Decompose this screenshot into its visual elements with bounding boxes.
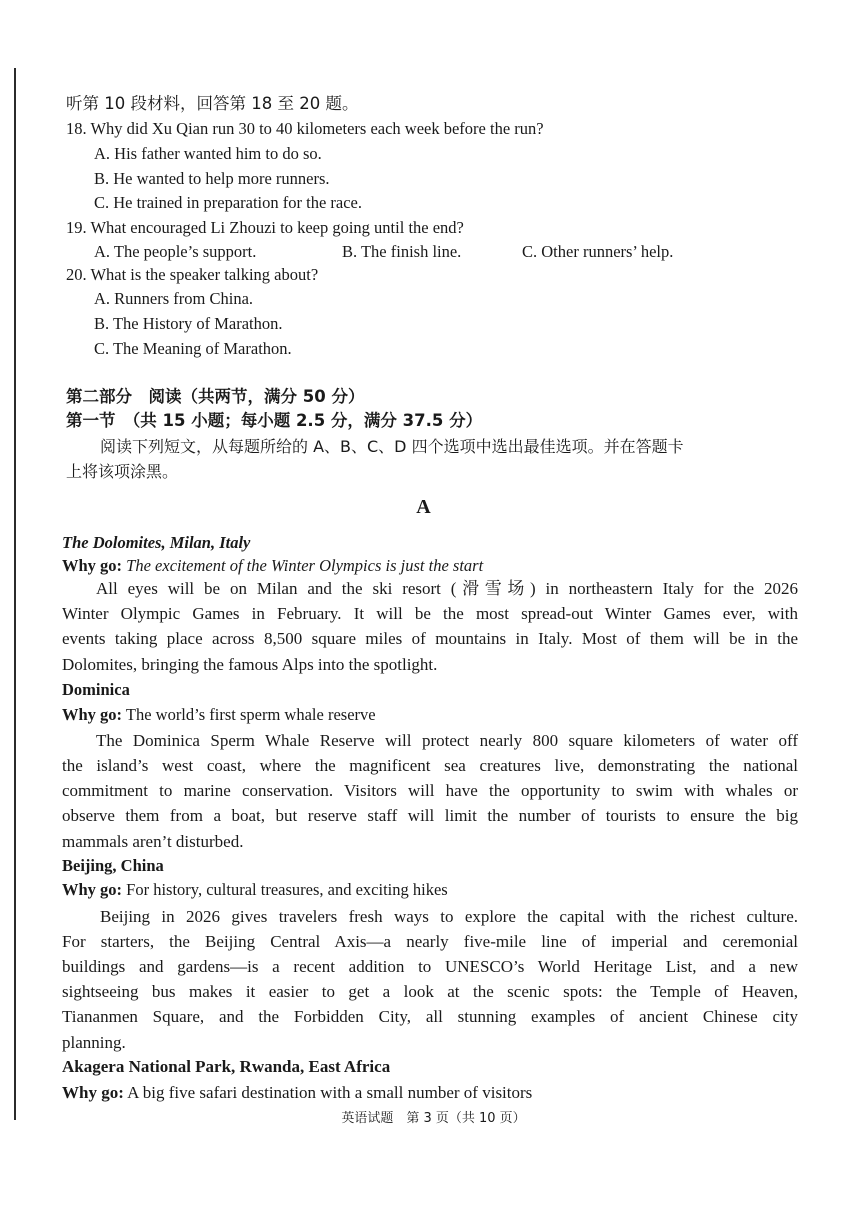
reading-section-title: 第一节 （共 15 小题；每小题 2.5 分，满分 37.5 分） <box>66 411 483 430</box>
question-20-option-c: C. The Meaning of Marathon. <box>94 339 292 358</box>
question-19-stem: 19. What encouraged Li Zhouzi to keep going until the end? <box>66 218 464 237</box>
why-go-label: Why go: <box>62 880 123 899</box>
dominica-line-2: the island’s west coast, where the magnificent sea creatures live, demonstrating the national <box>62 756 798 775</box>
why-go-text: The excitement of the Winter Olympics is just the start <box>122 556 484 575</box>
dolomites-line-4: Dolomites, bringing the famous Alps into the spotlight. <box>62 655 438 674</box>
dominica-why <box>62 704 376 726</box>
why-go-label: Why go: <box>62 556 123 575</box>
dolomites-line-3: events taking place across 8,500 square miles of mountains in Italy. Most of them will be in the <box>62 629 798 648</box>
question-19-option-a: A. The people’s support. <box>94 242 257 261</box>
dolomites-why <box>62 555 483 577</box>
dominica-title: Dominica <box>62 680 130 699</box>
beijing-title: Beijing, China <box>62 856 164 875</box>
why-go-text: The world’s first sperm whale reserve <box>122 705 376 724</box>
why-go-label: Why go: <box>62 1083 124 1102</box>
reading-instructions-line1: 阅读下列短文，从每题所给的 A、B、C、D 四个选项中选出最佳选项。并在答题卡 <box>100 437 684 456</box>
beijing-line-3: buildings and gardens—is a recent addition to UNESCO’s World Heritage List, and a new <box>62 957 798 976</box>
beijing-line-2: For starters, the Beijing Central Axis—a nearly five-mile line of imperial and ceremonial <box>62 932 798 951</box>
question-18-stem: 18. Why did Xu Qian run 30 to 40 kilometers each week before the run? <box>66 119 544 138</box>
question-20-option-a: A. Runners from China. <box>94 289 254 308</box>
beijing-line-4: sightseeing bus makes it easier to get a look at the scenic spots: the Temple of Heaven, <box>62 982 798 1001</box>
dominica-line-3: commitment to marine conservation. Visitors will have the opportunity to swim with whales or <box>62 781 798 800</box>
reading-part-title: 第二部分 阅读（共两节，满分 50 分） <box>66 387 365 406</box>
question-20-stem: 20. What is the speaker talking about? <box>66 265 319 284</box>
beijing-line-6: planning. <box>62 1033 126 1052</box>
reading-instructions-line2: 上将该项涂黑。 <box>66 462 179 481</box>
why-go-text: A big five safari destination with a small number of visitors <box>123 1083 533 1102</box>
dolomites-line-2: Winter Olympic Games in February. It will be the most spread-out Winter Games ever, with <box>62 604 798 623</box>
question-18-option-a: A. His father wanted him to do so. <box>94 144 322 163</box>
listening-intro: 听第 10 段材料，回答第 18 至 20 题。 <box>66 94 359 113</box>
akagera-why <box>62 1082 532 1104</box>
why-go-text: For history, cultural treasures, and exciting hikes <box>122 880 448 899</box>
page-footer: 英语试题 第 3 页（共 10 页） <box>341 1111 526 1126</box>
beijing-why <box>62 879 448 901</box>
akagera-title: Akagera National Park, Rwanda, East Africa <box>62 1057 391 1076</box>
question-19-option-c: C. Other runners’ help. <box>522 242 674 261</box>
passage-letter: A <box>416 496 431 518</box>
dominica-line-1: The Dominica Sperm Whale Reserve will protect nearly 800 square kilometers of water off <box>96 731 798 750</box>
dolomites-title: The Dolomites, Milan, Italy <box>62 533 251 552</box>
question-19-option-b: B. The finish line. <box>342 242 462 261</box>
dominica-line-4: observe them from a boat, but reserve staff will limit the number of tourists to ensure the big <box>62 806 798 825</box>
margin-rule <box>14 68 16 1120</box>
question-20-option-b: B. The History of Marathon. <box>94 314 283 333</box>
why-go-label: Why go: <box>62 705 123 724</box>
dominica-line-5: mammals aren’t disturbed. <box>62 832 244 851</box>
beijing-line-1: Beijing in 2026 gives travelers fresh ways to explore the capital with the richest culture. <box>100 907 798 926</box>
question-18-option-c: C. He trained in preparation for the race. <box>94 193 363 212</box>
question-18-option-b: B. He wanted to help more runners. <box>94 169 330 188</box>
dolomites-line-1: All eyes will be on Milan and the ski resort (滑雪场) in northeastern Italy for the 2026 <box>96 579 798 598</box>
beijing-line-5: Tiananmen Square, and the Forbidden City, all stunning examples of ancient Chinese city <box>62 1007 798 1026</box>
